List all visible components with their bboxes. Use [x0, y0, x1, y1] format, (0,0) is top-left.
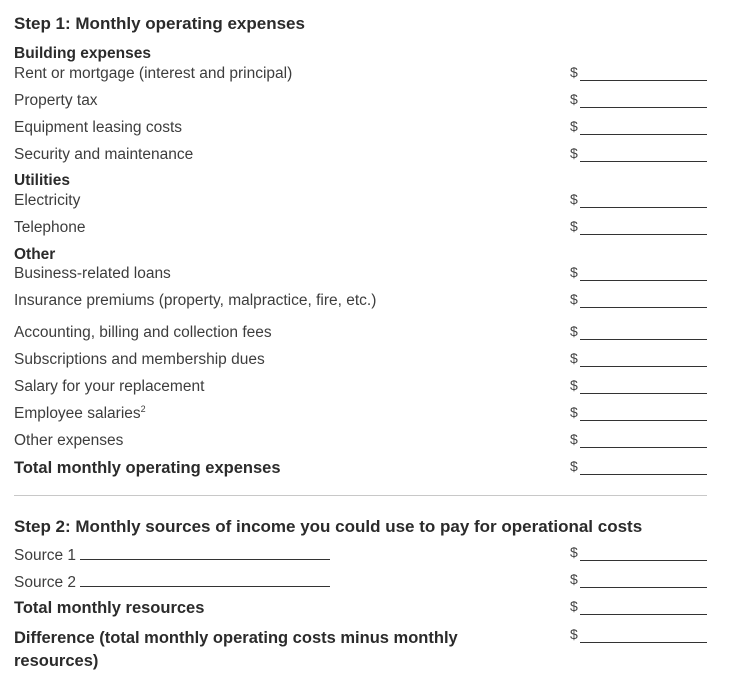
- source1-name-field[interactable]: [80, 545, 330, 560]
- row-label-electricity: Electricity: [14, 192, 81, 209]
- dollar-sign: $: [570, 145, 578, 161]
- source2-label: Source 2: [14, 574, 77, 591]
- row-label-subscriptions: Subscriptions and membership dues: [14, 351, 265, 368]
- amount-field-equipment-leasing[interactable]: [570, 118, 707, 136]
- amount-field-security[interactable]: [570, 145, 707, 163]
- amount-field-insurance[interactable]: [570, 291, 707, 309]
- amount-field-rent[interactable]: [570, 64, 707, 82]
- difference-label-line1: Difference (total monthly operating costs minus monthly: [14, 629, 458, 647]
- amount-field-total-resources[interactable]: [570, 598, 707, 616]
- footnote-marker: 2: [140, 404, 146, 414]
- dollar-sign: $: [570, 118, 578, 134]
- source2-name-field[interactable]: [80, 572, 330, 587]
- row-label-employee-salaries: [14, 404, 146, 423]
- building-expenses-heading: Building expenses: [14, 45, 151, 62]
- amount-field-telephone[interactable]: [570, 218, 707, 236]
- amount-field-replacement-salary[interactable]: [570, 377, 707, 395]
- amount-field-source1[interactable]: [570, 544, 707, 562]
- dollar-sign: $: [570, 571, 578, 587]
- row-label-property-tax: Property tax: [14, 92, 98, 109]
- row-label-insurance: Insurance premiums (property, malpractice, fire, etc.): [14, 292, 377, 309]
- step2-title: Step 2: Monthly sources of income you could use to pay for operational costs: [14, 517, 643, 536]
- source2-row: [14, 572, 330, 592]
- source1-label: Source 1: [14, 547, 77, 564]
- dollar-sign: $: [570, 191, 578, 207]
- row-label-replacement-salary: Salary for your replacement: [14, 378, 205, 395]
- row-label-security: Security and maintenance: [14, 146, 194, 163]
- amount-field-subscriptions[interactable]: [570, 350, 707, 368]
- amount-field-difference[interactable]: [570, 626, 707, 644]
- employee-salaries-text: Employee salaries: [14, 405, 141, 423]
- dollar-sign: $: [570, 544, 578, 560]
- section-divider: [14, 495, 707, 496]
- other-heading: Other: [14, 246, 56, 263]
- dollar-sign: $: [570, 64, 578, 80]
- dollar-sign: $: [570, 323, 578, 339]
- total-operating-expenses-label: Total monthly operating expenses: [14, 459, 281, 477]
- row-label-other-expenses: Other expenses: [14, 432, 124, 449]
- dollar-sign: $: [570, 218, 578, 234]
- utilities-heading: Utilities: [14, 172, 70, 189]
- amount-field-accounting[interactable]: [570, 323, 707, 341]
- row-label-accounting: Accounting, billing and collection fees: [14, 324, 272, 341]
- dollar-sign: $: [570, 626, 578, 642]
- difference-label-line2: resources): [14, 652, 99, 670]
- source1-row: [14, 545, 330, 565]
- dollar-sign: $: [570, 404, 578, 420]
- row-label-loans: Business-related loans: [14, 265, 171, 282]
- amount-field-other-expenses[interactable]: [570, 431, 707, 449]
- row-label-rent: Rent or mortgage (interest and principal): [14, 65, 293, 82]
- dollar-sign: $: [570, 264, 578, 280]
- dollar-sign: $: [570, 350, 578, 366]
- amount-field-employee-salaries[interactable]: [570, 404, 707, 422]
- total-resources-label: Total monthly resources: [14, 599, 205, 617]
- amount-field-source2[interactable]: [570, 571, 707, 589]
- step1-title: Step 1: Monthly operating expenses: [14, 14, 305, 33]
- row-label-telephone: Telephone: [14, 219, 86, 236]
- dollar-sign: $: [570, 458, 578, 474]
- dollar-sign: $: [570, 291, 578, 307]
- dollar-sign: $: [570, 377, 578, 393]
- amount-field-property-tax[interactable]: [570, 91, 707, 109]
- dollar-sign: $: [570, 431, 578, 447]
- amount-field-electricity[interactable]: [570, 191, 707, 209]
- dollar-sign: $: [570, 91, 578, 107]
- amount-field-total-operating[interactable]: [570, 458, 707, 476]
- dollar-sign: $: [570, 598, 578, 614]
- row-label-equipment-leasing: Equipment leasing costs: [14, 119, 183, 136]
- amount-field-loans[interactable]: [570, 264, 707, 282]
- difference-label: [14, 627, 458, 673]
